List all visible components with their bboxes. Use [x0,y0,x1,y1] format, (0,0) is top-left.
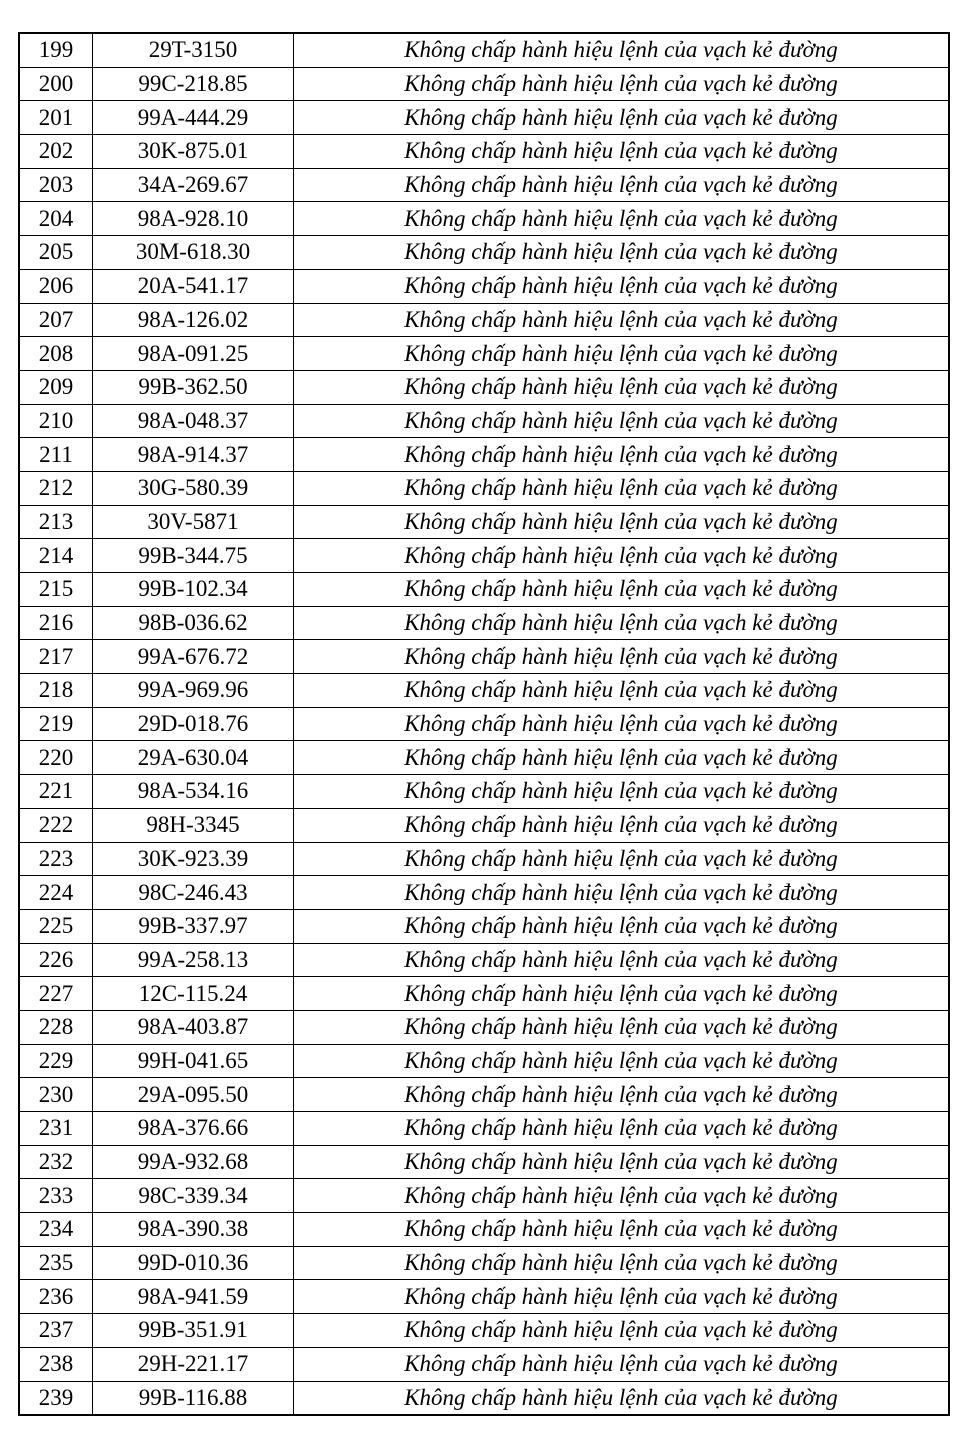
row-number-cell: 214 [19,539,93,573]
license-plate-cell: 99A-932.68 [93,1145,294,1179]
row-number-cell: 226 [19,943,93,977]
row-number-cell: 219 [19,707,93,741]
violation-cell: Không chấp hành hiệu lệnh của vạch kẻ đường [294,303,950,337]
license-plate-cell: 98A-403.87 [93,1010,294,1044]
violation-cell: Không chấp hành hiệu lệnh của vạch kẻ đường [294,573,950,607]
license-plate-cell: 98C-339.34 [93,1179,294,1213]
row-number-cell: 200 [19,67,93,101]
license-plate-cell: 99H-041.65 [93,1044,294,1078]
license-plate-cell: 29H-221.17 [93,1347,294,1381]
row-number-cell: 205 [19,236,93,270]
row-number-cell: 203 [19,168,93,202]
license-plate-cell: 12C-115.24 [93,977,294,1011]
table-row [19,640,949,674]
violation-cell: Không chấp hành hiệu lệnh của vạch kẻ đường [294,977,950,1011]
violation-cell: Không chấp hành hiệu lệnh của vạch kẻ đường [294,1112,950,1146]
license-plate-cell: 98A-928.10 [93,202,294,236]
license-plate-cell: 99A-969.96 [93,674,294,708]
violation-cell: Không chấp hành hiệu lệnh của vạch kẻ đường [294,33,950,67]
table-row [19,1179,949,1213]
row-number-cell: 210 [19,404,93,438]
table-row [19,943,949,977]
license-plate-cell: 98A-914.37 [93,438,294,472]
table-row [19,33,949,67]
license-plate-cell: 99B-362.50 [93,370,294,404]
table-row [19,269,949,303]
license-plate-cell: 98A-941.59 [93,1280,294,1314]
license-plate-cell: 98A-534.16 [93,775,294,809]
table-row [19,1213,949,1247]
license-plate-cell: 99B-344.75 [93,539,294,573]
violation-cell: Không chấp hành hiệu lệnh của vạch kẻ đường [294,775,950,809]
license-plate-cell: 98A-376.66 [93,1112,294,1146]
row-number-cell: 227 [19,977,93,1011]
table-row [19,1381,949,1415]
license-plate-cell: 30V-5871 [93,505,294,539]
violation-cell: Không chấp hành hiệu lệnh của vạch kẻ đường [294,236,950,270]
violation-cell: Không chấp hành hiệu lệnh của vạch kẻ đường [294,674,950,708]
violation-cell: Không chấp hành hiệu lệnh của vạch kẻ đường [294,438,950,472]
table-row [19,1145,949,1179]
license-plate-cell: 98A-048.37 [93,404,294,438]
table-row [19,539,949,573]
license-plate-cell: 99A-444.29 [93,101,294,135]
violation-cell: Không chấp hành hiệu lệnh của vạch kẻ đường [294,842,950,876]
row-number-cell: 223 [19,842,93,876]
table-row [19,909,949,943]
violation-cell: Không chấp hành hiệu lệnh của vạch kẻ đường [294,1044,950,1078]
violation-cell: Không chấp hành hiệu lệnh của vạch kẻ đường [294,808,950,842]
license-plate-cell: 98C-246.43 [93,876,294,910]
license-plate-cell: 29T-3150 [93,33,294,67]
table-row [19,1347,949,1381]
table-row [19,606,949,640]
violation-cell: Không chấp hành hiệu lệnh của vạch kẻ đường [294,202,950,236]
license-plate-cell: 98A-390.38 [93,1213,294,1247]
row-number-cell: 234 [19,1213,93,1247]
row-number-cell: 221 [19,775,93,809]
row-number-cell: 216 [19,606,93,640]
violation-cell: Không chấp hành hiệu lệnh của vạch kẻ đường [294,135,950,169]
row-number-cell: 211 [19,438,93,472]
violation-cell: Không chấp hành hiệu lệnh của vạch kẻ đường [294,943,950,977]
license-plate-cell: 99C-218.85 [93,67,294,101]
row-number-cell: 222 [19,808,93,842]
table-row [19,808,949,842]
table-row [19,1314,949,1348]
table-row [19,67,949,101]
row-number-cell: 233 [19,1179,93,1213]
table-row [19,404,949,438]
row-number-cell: 213 [19,505,93,539]
violation-cell: Không chấp hành hiệu lệnh của vạch kẻ đường [294,67,950,101]
violation-table [18,32,950,1416]
violation-cell: Không chấp hành hiệu lệnh của vạch kẻ đường [294,505,950,539]
row-number-cell: 231 [19,1112,93,1146]
violation-cell: Không chấp hành hiệu lệnh của vạch kẻ đường [294,640,950,674]
license-plate-cell: 99D-010.36 [93,1246,294,1280]
table-row [19,101,949,135]
license-plate-cell: 98A-091.25 [93,337,294,371]
row-number-cell: 217 [19,640,93,674]
row-number-cell: 207 [19,303,93,337]
table-row [19,438,949,472]
table-row [19,775,949,809]
row-number-cell: 239 [19,1381,93,1415]
row-number-cell: 229 [19,1044,93,1078]
row-number-cell: 204 [19,202,93,236]
violation-cell: Không chấp hành hiệu lệnh của vạch kẻ đường [294,1179,950,1213]
license-plate-cell: 30K-875.01 [93,135,294,169]
table-row [19,842,949,876]
license-plate-cell: 99B-116.88 [93,1381,294,1415]
license-plate-cell: 98B-036.62 [93,606,294,640]
license-plate-cell: 99B-337.97 [93,909,294,943]
violation-cell: Không chấp hành hiệu lệnh của vạch kẻ đường [294,606,950,640]
row-number-cell: 220 [19,741,93,775]
row-number-cell: 206 [19,269,93,303]
violation-cell: Không chấp hành hiệu lệnh của vạch kẻ đường [294,404,950,438]
table-row [19,876,949,910]
violation-cell: Không chấp hành hiệu lệnh của vạch kẻ đường [294,101,950,135]
row-number-cell: 225 [19,909,93,943]
row-number-cell: 230 [19,1078,93,1112]
table-row [19,370,949,404]
table-row [19,573,949,607]
license-plate-cell: 29D-018.76 [93,707,294,741]
license-plate-cell: 29A-630.04 [93,741,294,775]
row-number-cell: 235 [19,1246,93,1280]
violation-cell: Không chấp hành hiệu lệnh của vạch kẻ đường [294,370,950,404]
violation-cell: Không chấp hành hiệu lệnh của vạch kẻ đường [294,1213,950,1247]
violation-cell: Không chấp hành hiệu lệnh của vạch kẻ đường [294,1010,950,1044]
violation-cell: Không chấp hành hiệu lệnh của vạch kẻ đường [294,1078,950,1112]
violation-cell: Không chấp hành hiệu lệnh của vạch kẻ đường [294,168,950,202]
violation-cell: Không chấp hành hiệu lệnh của vạch kẻ đường [294,707,950,741]
license-plate-cell: 34A-269.67 [93,168,294,202]
table-row [19,168,949,202]
row-number-cell: 215 [19,573,93,607]
table-row [19,1280,949,1314]
license-plate-cell: 99B-351.91 [93,1314,294,1348]
row-number-cell: 224 [19,876,93,910]
table-row [19,1112,949,1146]
table-row [19,303,949,337]
table-row [19,135,949,169]
table-row [19,741,949,775]
license-plate-cell: 30M-618.30 [93,236,294,270]
license-plate-cell: 29A-095.50 [93,1078,294,1112]
license-plate-cell: 99A-676.72 [93,640,294,674]
violation-cell: Không chấp hành hiệu lệnh của vạch kẻ đường [294,337,950,371]
license-plate-cell: 99A-258.13 [93,943,294,977]
row-number-cell: 212 [19,471,93,505]
table-row [19,505,949,539]
row-number-cell: 208 [19,337,93,371]
row-number-cell: 218 [19,674,93,708]
row-number-cell: 228 [19,1010,93,1044]
table-row [19,1010,949,1044]
table-row [19,1044,949,1078]
violation-cell: Không chấp hành hiệu lệnh của vạch kẻ đường [294,269,950,303]
violation-cell: Không chấp hành hiệu lệnh của vạch kẻ đường [294,1347,950,1381]
license-plate-cell: 20A-541.17 [93,269,294,303]
violation-cell: Không chấp hành hiệu lệnh của vạch kẻ đường [294,1145,950,1179]
violation-table-body [19,33,949,1415]
row-number-cell: 232 [19,1145,93,1179]
violation-cell: Không chấp hành hiệu lệnh của vạch kẻ đường [294,1280,950,1314]
table-row [19,1246,949,1280]
violation-cell: Không chấp hành hiệu lệnh của vạch kẻ đường [294,1381,950,1415]
violation-cell: Không chấp hành hiệu lệnh của vạch kẻ đường [294,909,950,943]
table-row [19,707,949,741]
row-number-cell: 238 [19,1347,93,1381]
violation-cell: Không chấp hành hiệu lệnh của vạch kẻ đường [294,741,950,775]
table-row [19,202,949,236]
row-number-cell: 209 [19,370,93,404]
violation-cell: Không chấp hành hiệu lệnh của vạch kẻ đường [294,539,950,573]
license-plate-cell: 30G-580.39 [93,471,294,505]
row-number-cell: 236 [19,1280,93,1314]
license-plate-cell: 98H-3345 [93,808,294,842]
document-page [18,32,950,1416]
license-plate-cell: 99B-102.34 [93,573,294,607]
table-row [19,337,949,371]
table-row [19,674,949,708]
table-row [19,471,949,505]
violation-cell: Không chấp hành hiệu lệnh của vạch kẻ đường [294,876,950,910]
license-plate-cell: 30K-923.39 [93,842,294,876]
row-number-cell: 202 [19,135,93,169]
row-number-cell: 199 [19,33,93,67]
table-row [19,236,949,270]
violation-cell: Không chấp hành hiệu lệnh của vạch kẻ đường [294,1314,950,1348]
violation-cell: Không chấp hành hiệu lệnh của vạch kẻ đường [294,1246,950,1280]
table-row [19,1078,949,1112]
table-row [19,977,949,1011]
license-plate-cell: 98A-126.02 [93,303,294,337]
row-number-cell: 237 [19,1314,93,1348]
violation-cell: Không chấp hành hiệu lệnh của vạch kẻ đường [294,471,950,505]
row-number-cell: 201 [19,101,93,135]
